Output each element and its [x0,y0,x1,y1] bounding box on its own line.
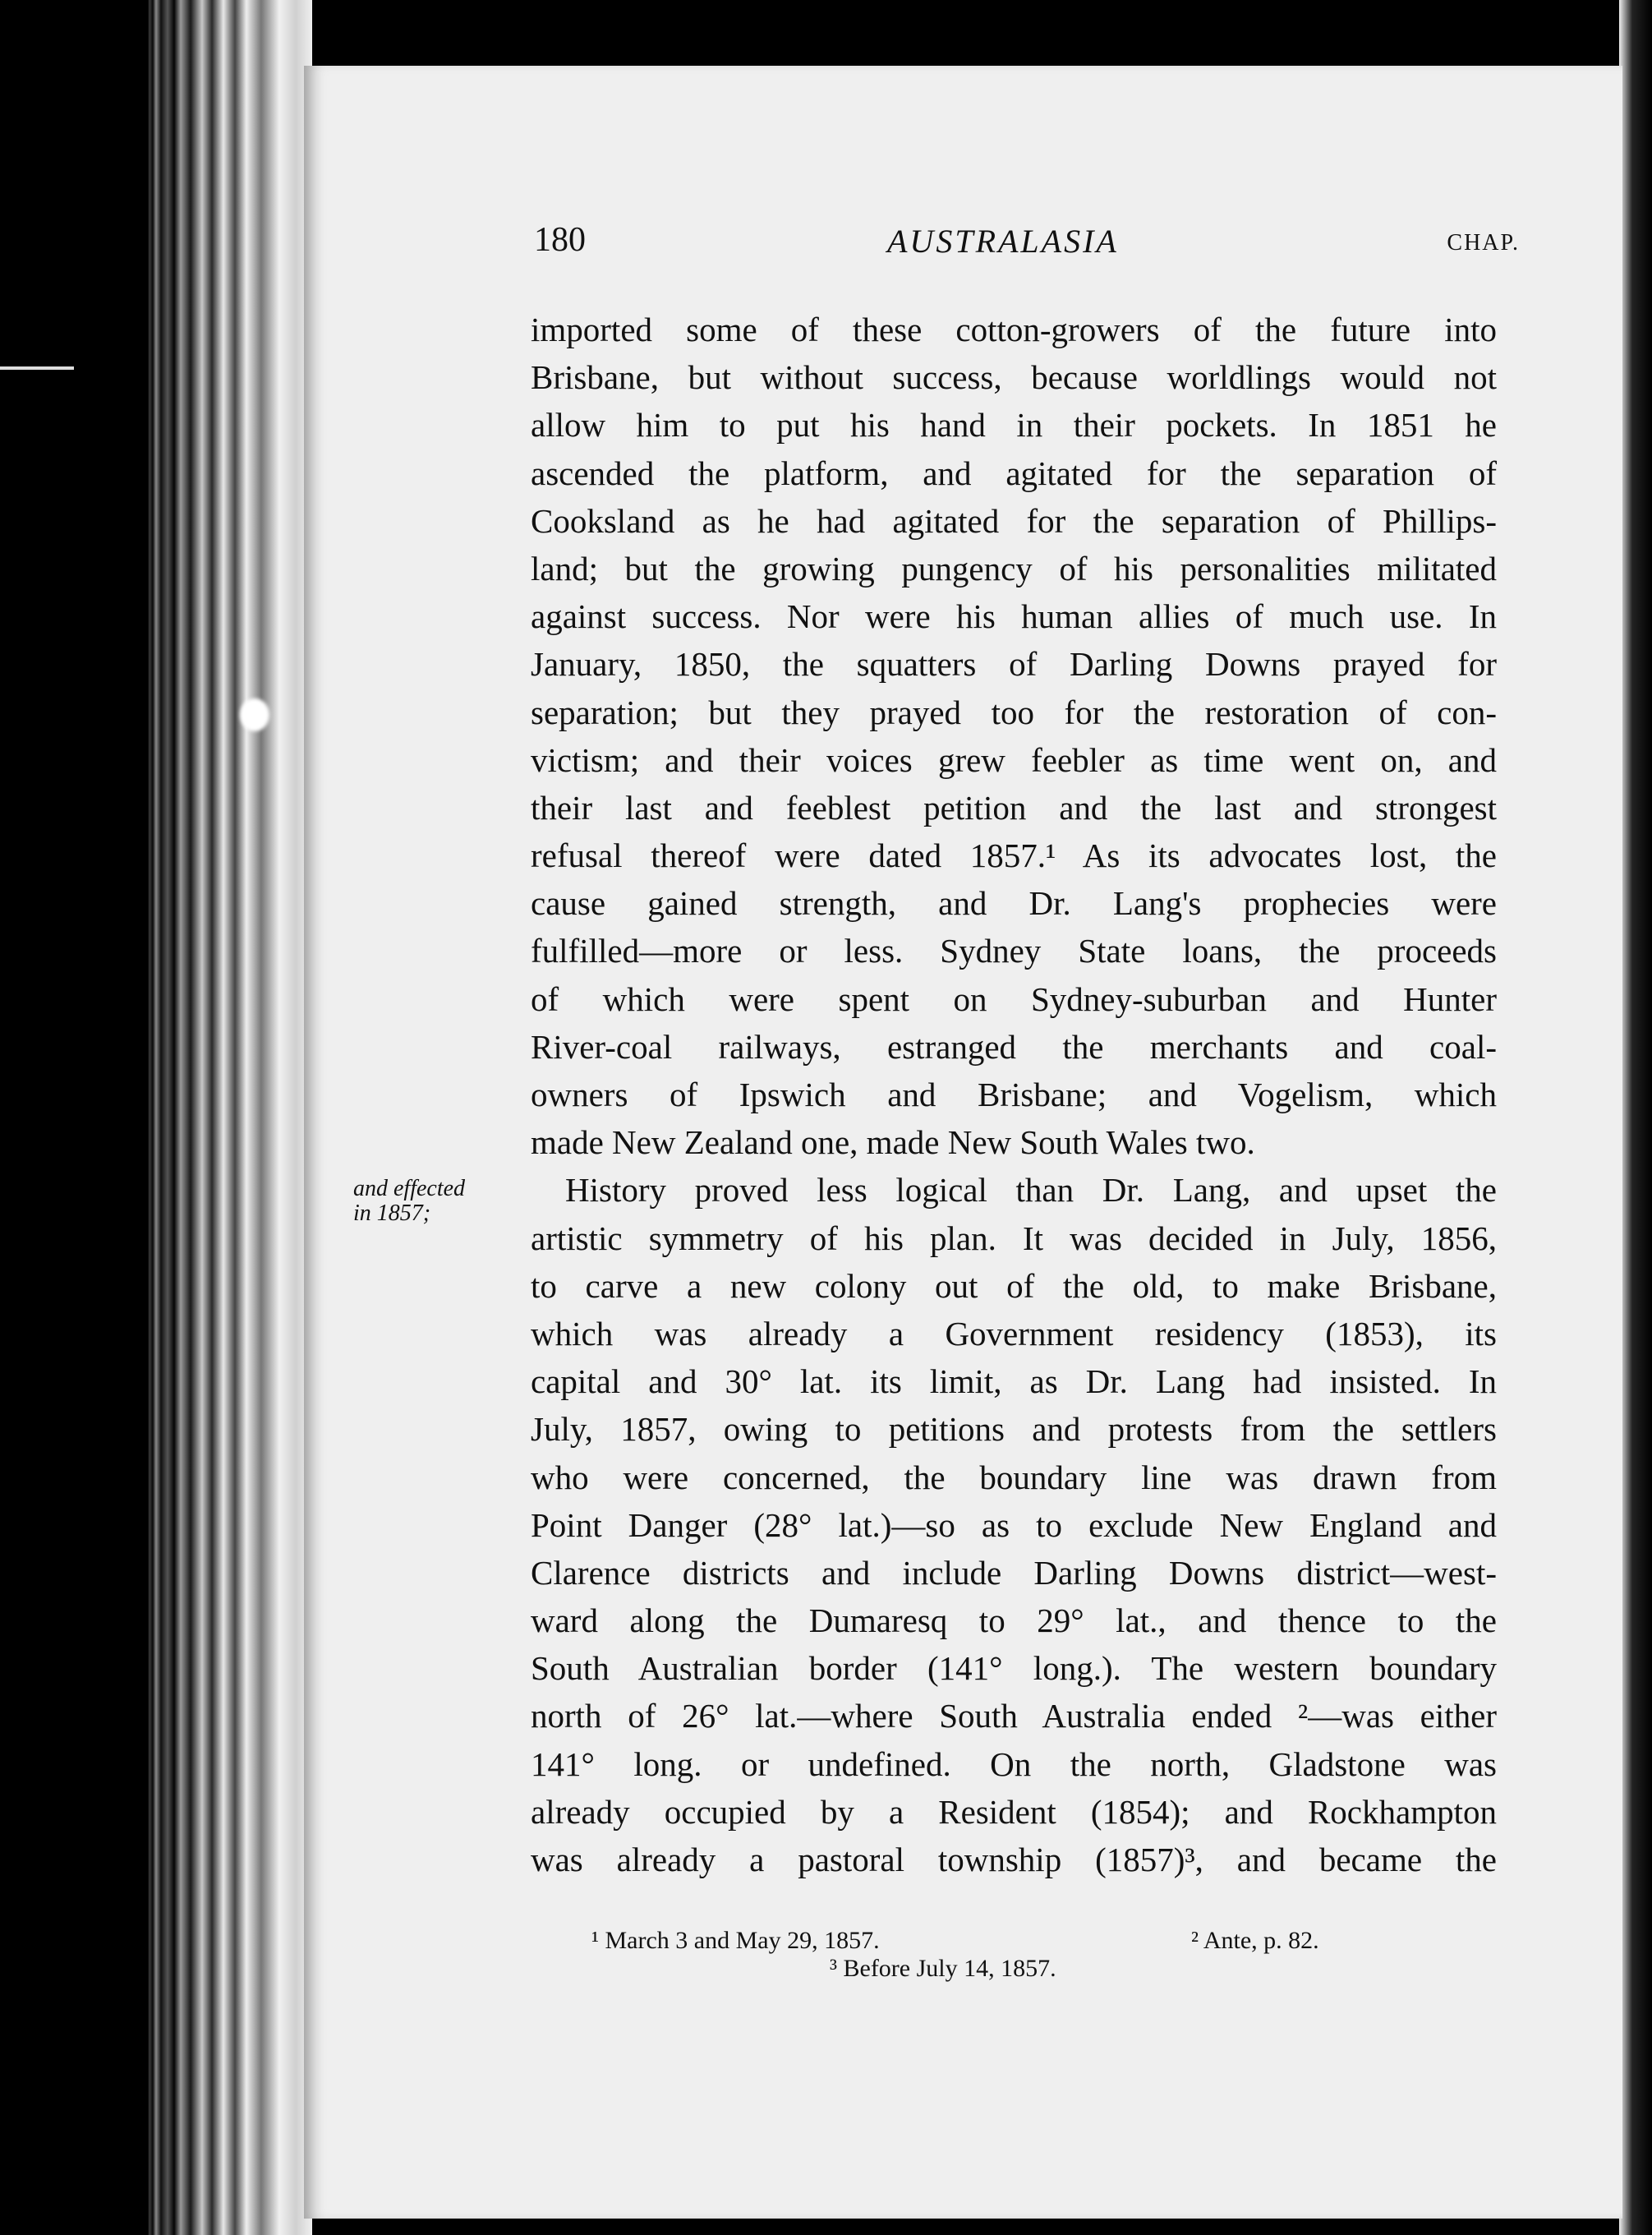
text-line: Point Danger (28° lat.)—so as to exclude New England and [531,1505,1497,1544]
scan-blemish [240,698,269,731]
running-title: AUSTRALASIA [887,223,1119,260]
text-line: already occupied by a Resident (1854); and Rockhampton [531,1792,1497,1831]
text-line: January, 1850, the squatters of Darling Downs prayed for [531,645,1497,684]
text-line: ward along the Dumaresq to 29° lat., and thence to the [531,1601,1497,1640]
scan-right-edge [1619,0,1652,2235]
text-line: Brisbane, but without success, because worldlings would not [531,358,1497,397]
page-number: 180 [534,221,586,259]
text-line: against success. Nor were his human allies of much use. In [531,597,1497,636]
margin-note [353,1177,526,1226]
text-line: South Australian border (141° long.). The western boundary [531,1649,1497,1688]
text-line: allow him to put his hand in their pockets. In 1851 he [531,406,1497,445]
text-line: made New Zealand one, made New South Wales two. [531,1123,1255,1162]
text-line: victism; and their voices grew feebler as time went on, and [531,740,1497,779]
footnote-2: ² Ante, p. 82. [1191,1927,1319,1954]
text-line: Cooksland as he had agitated for the separation of Phillips- [531,501,1497,540]
text-line: to carve a new colony out of the old, to make Brisbane, [531,1266,1497,1305]
text-line: north of 26° lat.—where South Australia ended ²—was either [531,1697,1497,1735]
margin-note-line: and effected [353,1176,466,1201]
text-line: their last and feeblest petition and the last and strongest [531,788,1497,827]
chapter-label: CHAP. [1447,230,1520,256]
text-line: fulfilled—more or less. Sydney State loans, the proceeds [531,932,1497,970]
scan-edge [0,0,312,2235]
scan-mark [0,366,74,370]
text-line: River-coal railways, estranged the merchants and coal- [531,1027,1497,1066]
text-line: Clarence districts and include Darling Downs district—west- [531,1553,1497,1592]
text-line: History proved less logical than Dr. Lang, and upset the [565,1171,1497,1210]
text-line: capital and 30° lat. its limit, as Dr. Lang had insisted. In [531,1362,1497,1401]
text-line: ascended the platform, and agitated for the separation of [531,454,1497,492]
footnote-1: ¹ March 3 and May 29, 1857. [591,1927,880,1954]
body-text [531,306,1497,1883]
text-line: of which were spent on Sydney-suburban and Hunter [531,979,1497,1018]
text-line: imported some of these cotton-growers of the future into [531,311,1497,348]
margin-note-line: in 1857; [353,1200,431,1226]
text-line: separation; but they prayed too for the restoration of con- [531,693,1497,731]
text-line: cause gained strength, and Dr. Lang's prophecies were [531,884,1497,923]
text-line: refusal thereof were dated 1857.¹ As its advocates lost, the [531,836,1497,875]
text-line: which was already a Government residency (1853), its [531,1314,1497,1353]
text-line: 141° long. or undefined. On the north, Gladstone was [531,1744,1497,1783]
text-line: July, 1857, owing to petitions and protests from the settlers [531,1410,1497,1449]
page-header [534,220,1520,270]
text-line: artistic symmetry of his plan. It was decided in July, 1856, [531,1219,1497,1257]
footnote-3: ³ Before July 14, 1857. [830,1955,1056,1982]
text-line: owners of Ipswich and Brisbane; and Vogelism, which [531,1076,1497,1113]
text-line: was already a pastoral township (1857)³, and became the [531,1841,1497,1878]
text-line: who were concerned, the boundary line was drawn from [531,1458,1497,1496]
text-line: land; but the growing pungency of his personalities militated [531,549,1497,588]
